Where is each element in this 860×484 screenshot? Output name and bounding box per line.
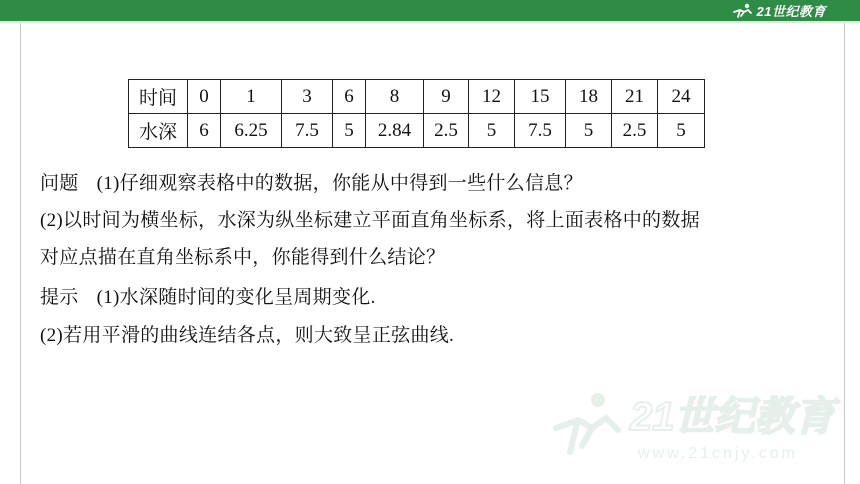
header-divider xyxy=(0,21,860,23)
table-cell: 6 xyxy=(188,114,221,148)
hint-1-text: (1)水深随时间的变化呈周期变化. xyxy=(96,287,376,308)
row-header: 水深 xyxy=(129,114,188,148)
watermark-url: www.21cnjy.com xyxy=(638,445,798,462)
logo-text: 21世纪教育 xyxy=(756,4,826,19)
hint-label: 提示 xyxy=(40,287,79,308)
table-cell: 2.84 xyxy=(366,114,424,148)
table-cell: 2.5 xyxy=(612,114,658,148)
row-header: 时间 xyxy=(129,80,188,114)
table-cell: 5 xyxy=(469,114,515,148)
watermark-text: 21世纪教育 xyxy=(630,395,835,439)
table-cell: 18 xyxy=(566,80,612,114)
question-1 xyxy=(40,172,583,196)
question-2-line-1: (2)以时间为横坐标，水深为纵坐标建立平面直角坐标系，将上面表格中的数据 xyxy=(40,210,700,231)
watermark-logo xyxy=(548,378,848,478)
table-cell: 6 xyxy=(333,80,366,114)
slide-frame-left xyxy=(20,23,21,484)
table-cell: 7.5 xyxy=(282,114,333,148)
question-label: 问题 xyxy=(40,173,79,194)
table-row-time xyxy=(129,80,705,114)
header-bar xyxy=(0,0,860,21)
brand-logo xyxy=(732,2,826,19)
watermark-runner-icon xyxy=(556,393,618,452)
table-cell: 9 xyxy=(424,80,469,114)
table-cell: 24 xyxy=(658,80,705,114)
table-cell: 7.5 xyxy=(515,114,566,148)
hint-2: (2)若用平滑的曲线连结各点，则大致呈正弦曲线. xyxy=(40,325,455,346)
data-table xyxy=(128,79,705,148)
table-cell: 8 xyxy=(366,80,424,114)
table-cell: 1 xyxy=(221,80,282,114)
hint-1 xyxy=(40,286,376,310)
table-row-depth xyxy=(129,114,705,148)
table-cell: 5 xyxy=(658,114,705,148)
table-cell: 3 xyxy=(282,80,333,114)
table-cell: 15 xyxy=(515,80,566,114)
table-cell: 0 xyxy=(188,80,221,114)
table-cell: 5 xyxy=(566,114,612,148)
question-2-line-2: 对应点描在直角坐标系中，你能得到什么结论？ xyxy=(40,247,446,268)
question-1-text: (1)仔细观察表格中的数据，你能从中得到一些什么信息？ xyxy=(96,173,583,194)
table-cell: 5 xyxy=(333,114,366,148)
table-cell: 12 xyxy=(469,80,515,114)
table-cell: 21 xyxy=(612,80,658,114)
table-cell: 2.5 xyxy=(424,114,469,148)
table-cell: 6.25 xyxy=(221,114,282,148)
runner-logo-icon xyxy=(732,3,754,19)
